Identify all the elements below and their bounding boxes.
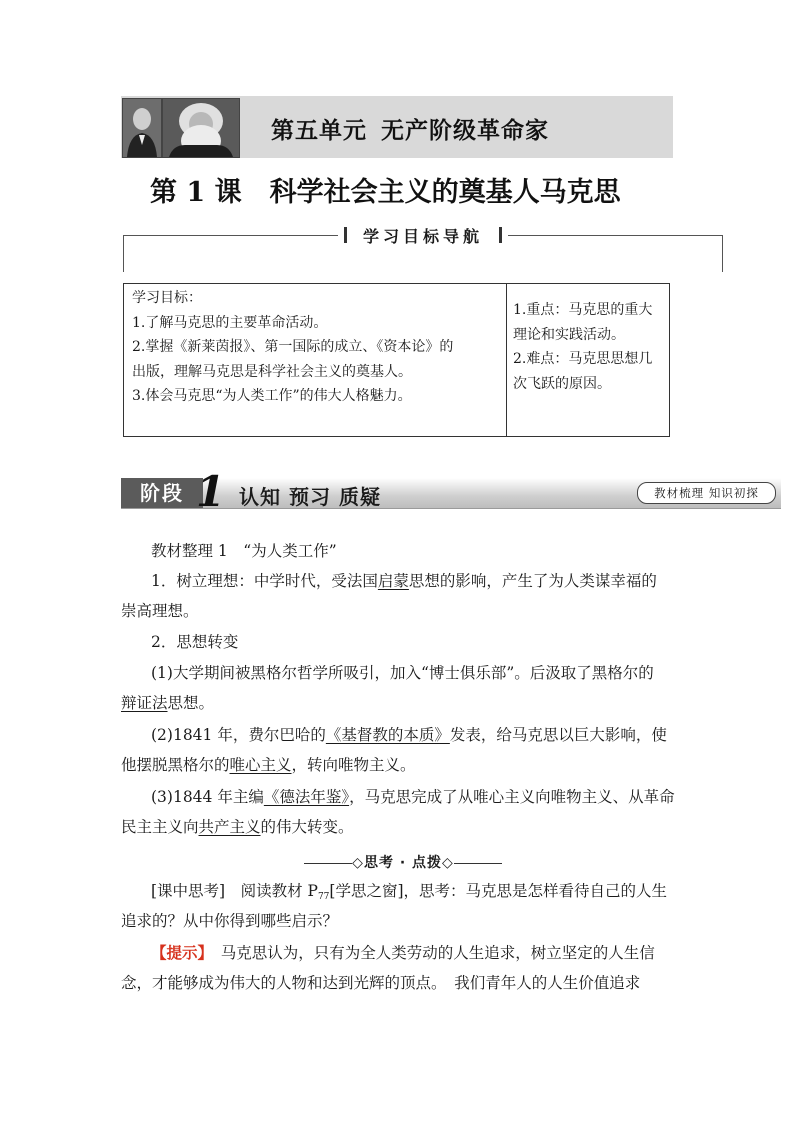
underlined-answer: 《德法年鉴》 <box>263 788 350 806</box>
text: [课中思考] 阅读教材 P <box>151 882 318 900</box>
underlined-answer: 唯心主义 <box>229 756 292 774</box>
objective-line: 1.了解马克思的主要革命活动。 <box>132 314 328 331</box>
stage-tag: 教材梳理 知识初探 <box>637 482 776 504</box>
text: 的伟大转变。 <box>260 818 354 836</box>
underlined-answer: 共产主义 <box>198 818 261 836</box>
text: 他摆脱黑格尔的 <box>121 756 230 774</box>
text: 思想的影响，产生了为人类谋幸福的 <box>408 572 657 590</box>
objective-line: 2.掌握《新莱茵报》、第一国际的成立、《资本论》的 <box>132 339 454 355</box>
section-title: 教材整理 1 “为人类工作” <box>151 542 337 560</box>
page-subscript: 77 <box>317 892 330 902</box>
text: (3)1844 年主编 <box>151 788 264 806</box>
objective-line: 出版，理解马克思是科学社会主义的奠基人。 <box>132 363 412 380</box>
text: 1．树立理想：中学时代，受法国 <box>151 572 378 590</box>
paragraph-line <box>151 724 667 746</box>
think-separator: ◇思考 · 点拨◇ <box>303 852 503 872</box>
separator-rule <box>304 863 352 864</box>
separator-rule <box>454 863 502 864</box>
question-line <box>151 880 667 908</box>
underlined-answer: 辩证法 <box>121 694 168 712</box>
stage-title-part: 认知 <box>239 485 281 509</box>
objectives-header <box>338 223 508 247</box>
text: 思想。 <box>167 694 215 712</box>
paragraph-line <box>121 692 214 714</box>
text: 马克思认为，只有为全人类劳动的人生追求，树立坚定的人生信 <box>205 944 655 962</box>
table-divider <box>506 284 507 436</box>
key-point-line: 理论和实践活动。 <box>513 326 625 343</box>
key-point-line: 2.难点：马克思思想几 <box>513 351 653 367</box>
header-bar-left <box>344 227 347 243</box>
paragraph-line <box>121 816 354 838</box>
text: ，转向唯物主义。 <box>291 756 416 774</box>
lesson-title <box>150 170 621 209</box>
paragraph-line <box>151 570 657 592</box>
underlined-answer: 启蒙 <box>377 572 409 590</box>
hint-line <box>151 942 655 964</box>
paragraph-line: 2．思想转变 <box>151 633 239 651</box>
paragraph-line <box>121 754 416 776</box>
objective-line: 学习目标： <box>132 290 202 306</box>
text: (2)1841 年，费尔巴哈的 <box>151 726 326 744</box>
text: ，马克思完成了从唯心主义向唯物主义、从革命 <box>349 788 675 806</box>
key-point-line: 次飞跃的原因。 <box>513 375 611 392</box>
stage-banner <box>121 467 781 516</box>
stage-number: 1 <box>196 467 226 516</box>
portrait-image <box>162 98 240 158</box>
underlined-answer: 《基督教的本质》 <box>325 726 450 744</box>
paragraph-line: 崇高理想。 <box>121 602 199 620</box>
objective-line: 3.体会马克思“为人类工作”的伟大人格魅力。 <box>132 388 412 404</box>
unit-number: 第五单元 <box>271 117 367 144</box>
unit-banner <box>121 96 673 158</box>
text: [学思之窗]，思考：马克思是怎样看待自己的人生 <box>329 882 668 900</box>
portrait-image <box>122 98 162 158</box>
stage-title <box>239 481 381 510</box>
objectives-right-cell <box>513 298 665 396</box>
paragraph-line <box>151 786 675 808</box>
think-label: 思考 · 点拨 <box>363 855 443 871</box>
unit-name: 无产阶级革命家 <box>381 117 549 144</box>
lesson-number: 第 1 课 <box>150 177 242 208</box>
paragraph-line: (1)大学期间被黑格尔哲学所吸引，加入“博士俱乐部”。后汲取了黑格尔的 <box>151 664 654 682</box>
key-point-line: 1.重点：马克思的重大 <box>513 302 653 318</box>
unit-title <box>271 112 549 145</box>
hint-line: 念，才能够成为伟大的人物和达到光辉的顶点。 我们青年人的人生价值追求 <box>121 974 641 992</box>
stage-title-part: 质疑 <box>339 485 381 509</box>
objectives-table <box>123 283 670 437</box>
stage-label: 阶段 <box>121 478 203 508</box>
objectives-header-text: 学习目标导航 <box>362 227 483 246</box>
text: 民主主义向 <box>121 818 199 836</box>
objectives-left-cell <box>132 286 500 409</box>
question-line: 追求的？从中你得到哪些启示？ <box>121 912 339 930</box>
lesson-name: 科学社会主义的奠基人马克思 <box>269 177 621 208</box>
stage-title-part: 预习 <box>289 485 331 509</box>
hint-label: 【提示】 <box>151 943 206 962</box>
header-bar-right <box>499 227 502 243</box>
text: 发表，给马克思以巨大影响，使 <box>449 726 667 744</box>
